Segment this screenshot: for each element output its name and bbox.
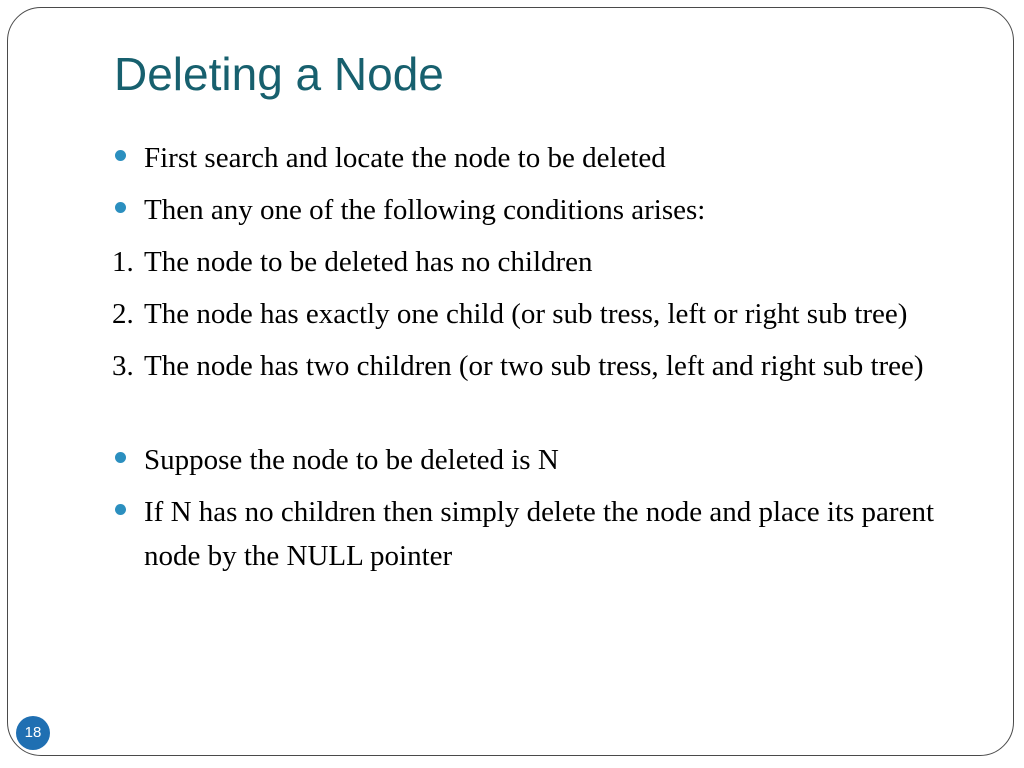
slide-title: Deleting a Node [114, 48, 444, 100]
bullet-dot-icon [115, 150, 126, 161]
numbered-item [112, 240, 972, 284]
bullet-item [112, 490, 972, 578]
bullet-item [112, 188, 972, 232]
numbered-text: The node has two children (or two sub tress, left and right sub tree) [144, 350, 924, 382]
bullet-text: Then any one of the following conditions arises: [144, 194, 706, 226]
numbered-item [112, 292, 972, 336]
bullet-text: First search and locate the node to be deleted [144, 142, 666, 174]
bullet-item [112, 136, 972, 180]
numbered-item [112, 344, 972, 388]
numbered-text: The node to be deleted has no children [144, 246, 593, 278]
bullet-text: If N has no children then simply delete the node and place its parent node by the NULL pointer [144, 496, 934, 572]
bullet-item [112, 438, 972, 482]
item-number: 2. [112, 298, 134, 330]
bullet-text: Suppose the node to be deleted is N [144, 444, 559, 476]
numbered-text: The node has exactly one child (or sub tress, left or right sub tree) [144, 298, 908, 330]
bullet-dot-icon [115, 504, 126, 515]
bullet-dot-icon [115, 452, 126, 463]
bullet-dot-icon [115, 202, 126, 213]
slide-number-badge: 18 [16, 716, 50, 750]
spacer [112, 396, 972, 438]
item-number: 1. [112, 246, 134, 278]
item-number: 3. [112, 350, 134, 382]
slide-body [112, 136, 972, 586]
